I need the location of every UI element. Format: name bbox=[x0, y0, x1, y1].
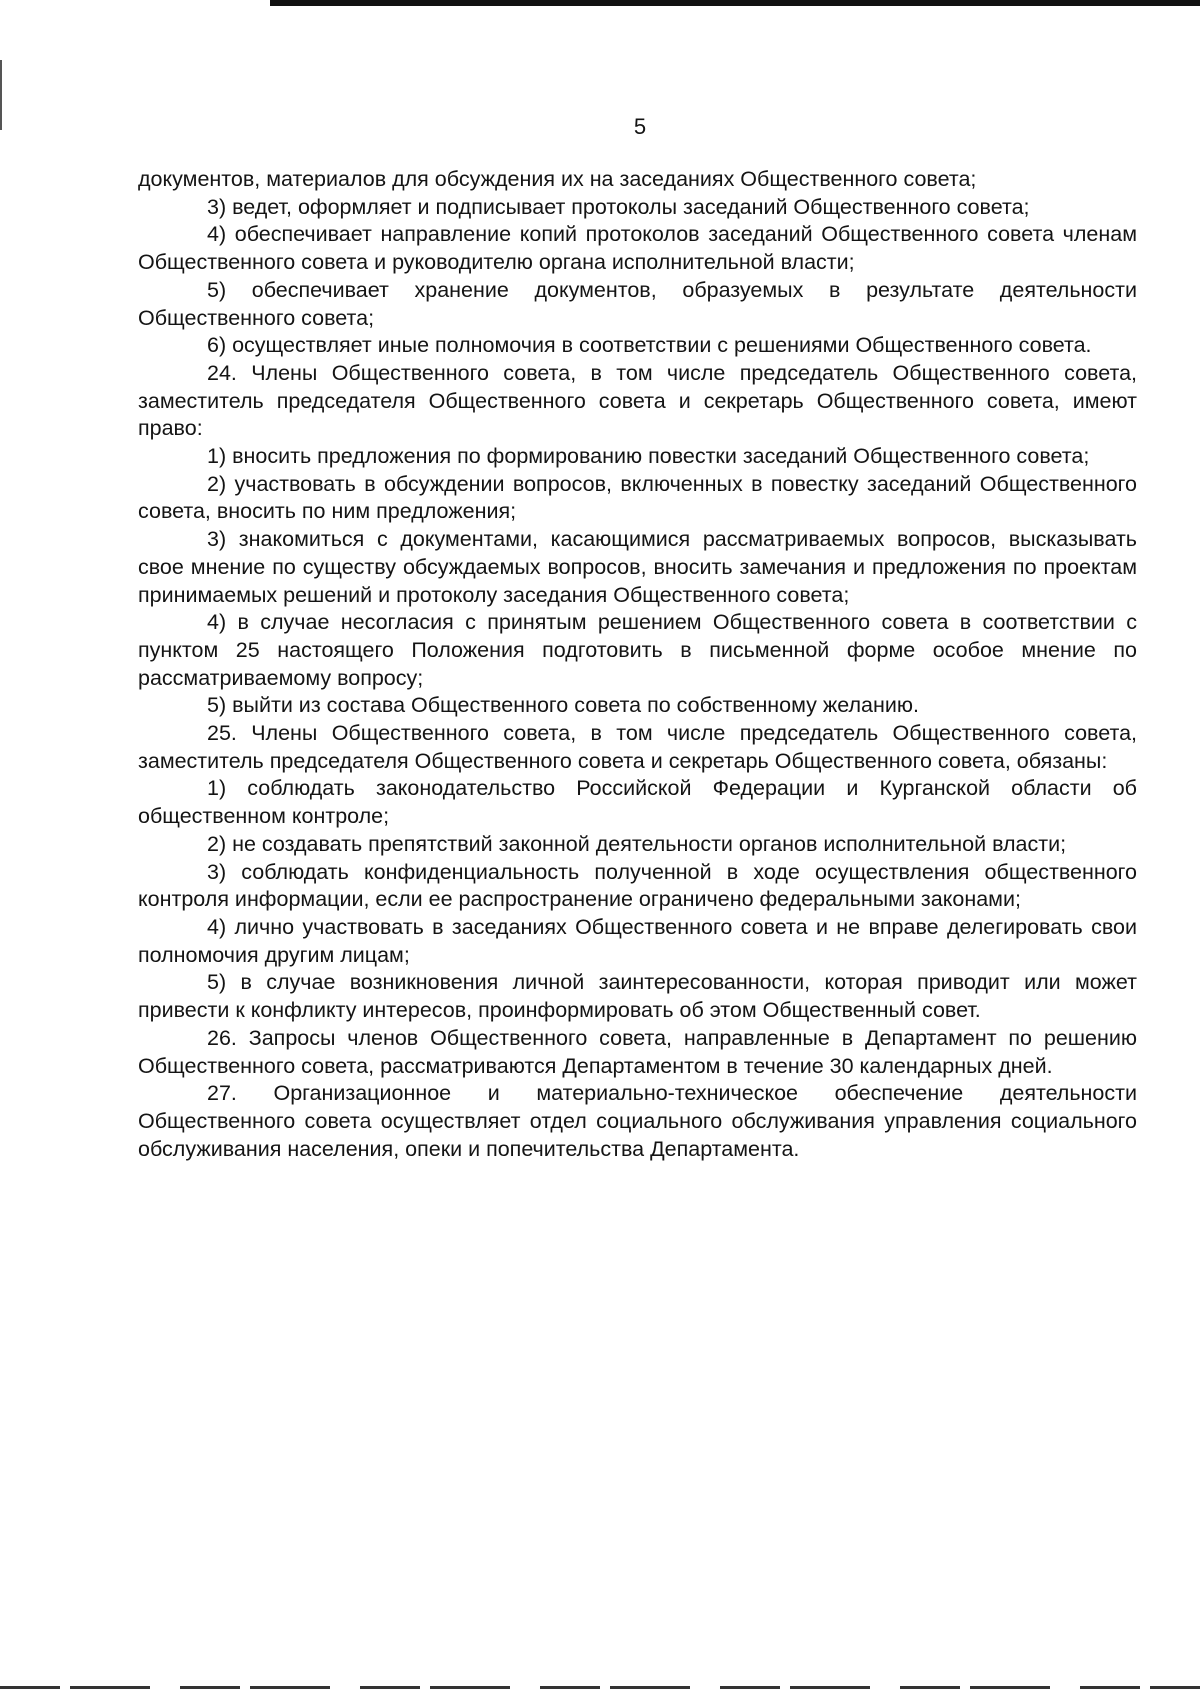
paragraph: документов, материалов для обсуждения их на заседаниях Общественного совета; bbox=[138, 167, 977, 191]
paragraph: 5) выйти из состава Общественного совета по собственному желанию. bbox=[207, 693, 919, 718]
paragraph: 3) ведет, оформляет и подписывает протоколы заседаний Общественного совета; bbox=[207, 194, 1030, 219]
paragraph: 5) в случае возникновения личной заинтересованности, которая приводит или может привести к конфликту интересов, проинформировать об этом Общественный совет. bbox=[138, 970, 1137, 1023]
scan-edge-top bbox=[270, 0, 1200, 6]
paragraph: 26. Запросы членов Общественного совета, направленные в Департамент по решению Общественного совета, рассматриваются Департаментом в течение 30 календарных дней. bbox=[138, 1025, 1137, 1078]
paragraph: 6) осуществляет иные полномочия в соответствии с решениями Общественного совета. bbox=[207, 333, 1092, 358]
paragraph: 3) знакомиться с документами, касающимися рассматриваемых вопросов, высказывать свое мнение по существу обсуждаемых вопросов, вносить замечания и предложения по проектам принимаемых решений и протоколу заседания Общественного совета; bbox=[138, 527, 1137, 607]
paragraph: 3) соблюдать конфиденциальность полученной в ходе осуществления общественного контроля информации, если ее распространение ограничено федеральными законами; bbox=[138, 859, 1137, 912]
paragraph: 4) обеспечивает направление копий протоколов заседаний Общественного совета членам Общественного совета и руководителю органа исполнительной власти; bbox=[138, 222, 1137, 275]
paragraph: 25. Члены Общественного совета, в том числе председатель Общественного совета, заместитель председателя Общественного совета и секретарь Общественного совета, обязаны: bbox=[138, 721, 1137, 773]
document-body bbox=[138, 166, 1137, 1163]
paragraph: 1) соблюдать законодательство Российской Федерации и Курганской области об общественном контроле; bbox=[138, 776, 1137, 829]
paragraph: 4) в случае несогласия с принятым решением Общественного совета в соответствии с пунктом 25 настоящего Положения подготовить в письменной форме особое мнение по рассматриваемому вопросу; bbox=[138, 610, 1137, 690]
paragraph: 27. Организационное и материально-техническое обеспечение деятельности Общественного совета осуществляет отдел социального обслуживания управления социального обслуживания населения, опеки и попечительства Департамента. bbox=[138, 1081, 1137, 1161]
page-number: 5 bbox=[633, 114, 647, 139]
paragraph: 24. Члены Общественного совета, в том числе председатель Общественного совета, заместитель председателя Общественного совета и секретарь Общественного совета, имеют право: bbox=[138, 360, 1137, 441]
paragraph: 4) лично участвовать в заседаниях Общественного совета и не вправе делегировать свои полномочия другим лицам; bbox=[138, 914, 1137, 967]
paragraph: 2) не создавать препятствий законной деятельности органов исполнительной власти; bbox=[207, 831, 1067, 856]
paragraph: 5) обеспечивает хранение документов, образуемых в результате деятельности Общественного совета; bbox=[138, 277, 1137, 330]
paragraph: 1) вносить предложения по формированию повестки заседаний Общественного совета; bbox=[207, 444, 1090, 469]
scan-edge-bottom bbox=[0, 1686, 1200, 1689]
paragraph: 2) участвовать в обсуждении вопросов, включенных в повестку заседаний Общественного совета, вносить по ним предложения; bbox=[138, 471, 1137, 524]
